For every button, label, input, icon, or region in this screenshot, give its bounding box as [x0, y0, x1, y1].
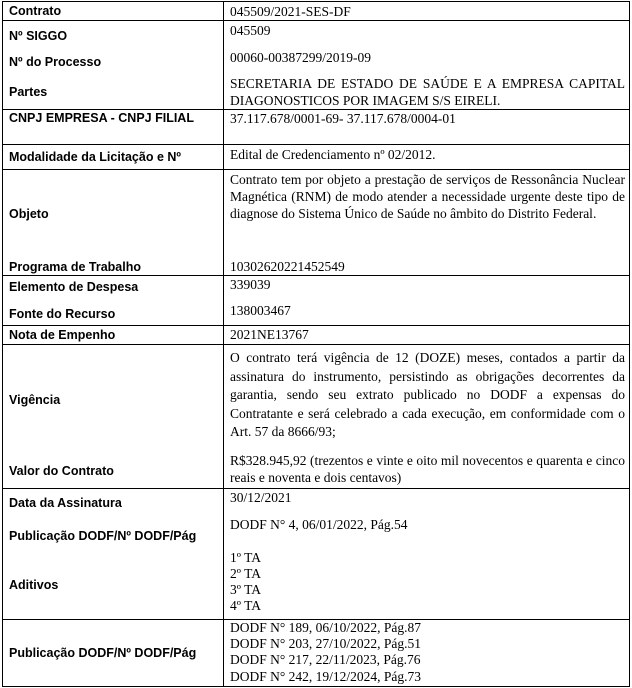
- processo-value: 00060-00387299/2019-09: [230, 50, 371, 65]
- row-divider: [3, 20, 629, 21]
- partes-label: Partes: [9, 85, 48, 99]
- programa-value: 10302620221452549: [230, 259, 345, 274]
- row-divider: [3, 344, 629, 345]
- publicacao-label: Publicação DODF/Nº DODF/Pág: [9, 529, 197, 543]
- assinatura-value: 30/12/2021: [230, 490, 292, 505]
- empenho-label: Nota de Empenho: [9, 328, 116, 342]
- publicacao-item: DODF N° 242, 19/12/2024, Pág.73: [230, 668, 422, 684]
- publicacao-item: DODF N° 189, 06/10/2022, Pág.87: [230, 620, 422, 635]
- processo-label: Nº do Processo: [9, 55, 102, 69]
- objeto-label: Objeto: [9, 207, 49, 221]
- aditivo-item: 2º TA: [230, 566, 261, 581]
- modalidade-label: Modalidade da Licitação e Nº: [9, 150, 181, 164]
- publicacao-item: DODF N° 203, 27/10/2022, Pág.51: [230, 636, 422, 652]
- contrato-value: 045509/2021-SES-DF: [230, 4, 351, 19]
- valor-label: Valor do Contrato: [9, 464, 114, 478]
- partes-value: SECRETARIA DE ESTADO DE SAÚDE E A EMPRESA CAPITAL DIAGONOSTICOS POR IMAGEM S/S EIRELI.: [230, 76, 625, 108]
- publicacao-item: DODF N° 217, 22/11/2023, Pág.76: [230, 652, 421, 668]
- publicacao-value: DODF N° 4, 06/01/2022, Pág.54: [230, 517, 408, 532]
- siggo-value: 045509: [230, 23, 271, 38]
- elemento-value: 339039: [230, 277, 271, 292]
- aditivo-item: 4º TA: [230, 598, 261, 613]
- publicacao-aditivos-label: Publicação DODF/Nº DODF/Pág: [9, 646, 197, 660]
- empenho-value: 2021NE13767: [230, 327, 309, 342]
- row-divider: [3, 169, 629, 170]
- assinatura-label: Data da Assinatura: [9, 496, 122, 510]
- fonte-value: 138003467: [230, 303, 291, 318]
- modalidade-value: Edital de Credenciamento nº 02/2012.: [230, 147, 436, 162]
- vigencia-label: Vigência: [9, 393, 61, 407]
- siggo-label: Nº SIGGO: [9, 29, 68, 43]
- objeto-value: Contrato tem por objeto a prestação de serviços de Ressonância Nuclear Magnética (RNM) de modo atender a necessidade urgente deste tipo de diagnose do Sistema Único de Saúde no âmbito do Distrito Federal.: [230, 172, 625, 221]
- elemento-label: Elemento de Despesa: [9, 280, 139, 294]
- aditivos-label: Aditivos: [9, 578, 59, 592]
- contract-table: [2, 1, 630, 687]
- fonte-label: Fonte do Recurso: [9, 307, 116, 321]
- aditivo-item: 1º TA: [230, 550, 261, 565]
- programa-label: Programa de Trabalho: [9, 260, 141, 274]
- contrato-label: Contrato: [9, 4, 62, 18]
- valor-value: R$328.945,92 (trezentos e vinte e oito mil novecentos e quarenta e cinco reais e noventa e dois centavos): [230, 453, 625, 485]
- aditivo-item: 3º TA: [230, 582, 261, 597]
- row-divider: [3, 144, 629, 145]
- vigencia-value: O contrato terá vigência de 12 (DOZE) meses, contados a partir da assinatura do instrumento, persistindo as obrigações decorrentes da garantia, sendo seu extrato publicado no DODF a expensas do Contratante e será celebrado a cada execução, em conformidade com o Art. 57 da 8666/93;: [230, 350, 625, 439]
- cnpj-label: CNPJ EMPRESA - CNPJ FILIAL: [9, 111, 194, 125]
- publicacao-aditivos-list: [230, 620, 625, 685]
- aditivos-list: [230, 550, 625, 614]
- cnpj-value: 37.117.678/0001-69- 37.117.678/0004-01: [230, 111, 456, 126]
